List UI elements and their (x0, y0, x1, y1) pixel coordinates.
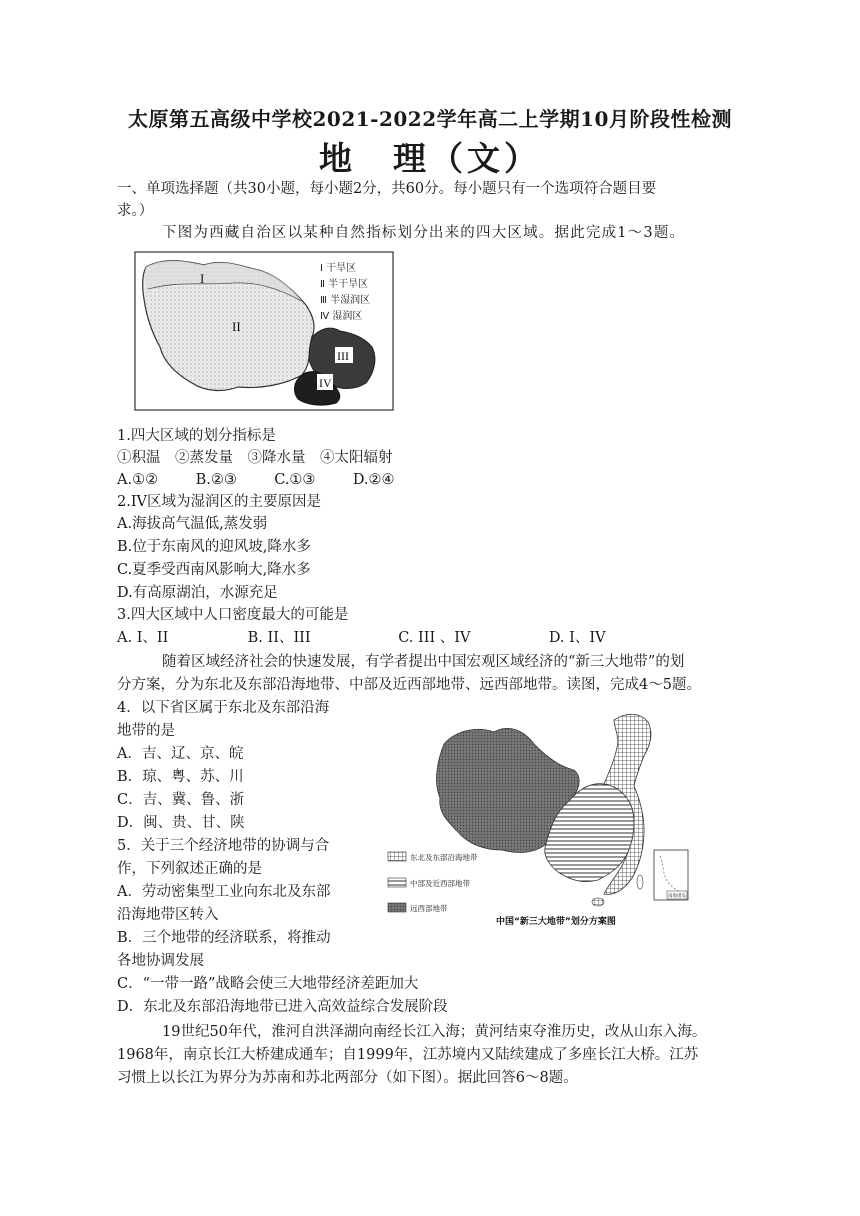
legend-item-3: Ⅲ 半湿润区 (320, 295, 371, 306)
legend-item-1: Ⅰ 干旱区 (320, 263, 357, 274)
q3-option-b[interactable]: B. II、III (247, 630, 311, 646)
legend-label-east: 东北及东部沿海地带 (410, 853, 478, 862)
q3-option-c[interactable]: C. III 、IV (398, 630, 471, 646)
q3-stem: 3.四大区域中人口密度最大的可能是 (117, 607, 349, 623)
q2-option-c[interactable]: C.夏季受西南风影响大,降水多 (117, 562, 311, 578)
taiwan-island (637, 875, 643, 889)
q5-option-d[interactable]: D．东北及东部沿海地带已进入高效益综合发展阶段 (117, 999, 448, 1015)
subject-title: 地 理（文） (319, 139, 541, 178)
map2-caption: 中国“新三大地带”划分方案图 (496, 917, 616, 927)
q1-options (117, 469, 395, 491)
q3-option-d[interactable]: D. I、IV (548, 630, 606, 646)
map2-legend (388, 852, 478, 913)
legend-item-2: Ⅱ 半干旱区 (320, 279, 369, 290)
q5-option-a-line1[interactable]: A．劳动密集型工业向东北及东部 (117, 884, 331, 900)
q2-option-d[interactable]: D.有高原湖泊，水源充足 (117, 585, 278, 601)
intro-q1-3: 下图为西藏自治区以某种自然指标划分出来的四大区域。据此完成1～3题。 (162, 225, 686, 241)
q5-option-b-line2[interactable]: 各地协调发展 (117, 953, 204, 969)
legend-label-far-west: 远西部地带 (410, 904, 448, 913)
intro-q6-8-line1: 19世纪50年代，淮河自洪泽湖向南经长江入海；黄河结束夺淮历史，改从山东入海。 (162, 1024, 707, 1040)
section-heading-line1: 一、单项选择题（共30小题，每小题2分，共60分。每小题只有一个选项符合题目要 (117, 181, 657, 197)
q1-option-a[interactable]: A.①② (117, 472, 159, 488)
label-region-iv: IV (319, 376, 332, 390)
q4-stem-line2: 地带的是 (117, 723, 175, 739)
legend-swatch-far-west (388, 903, 406, 912)
section-heading-line2: 求。） (117, 203, 154, 219)
q2-option-b[interactable]: B.位于东南风的迎风坡,降水多 (117, 539, 311, 555)
q1-stem: 1.四大区域的划分指标是 (117, 428, 276, 444)
q1-option-c[interactable]: C.①③ (274, 472, 316, 488)
q5-stem-line1: 5．关于三个经济地带的协调与合 (117, 838, 330, 854)
label-region-ii: II (232, 319, 241, 334)
q4-option-d[interactable]: D．闽、贵、甘、陕 (117, 815, 245, 831)
q1-option-d[interactable]: D.②④ (352, 472, 395, 488)
hainan-island (592, 898, 604, 906)
legend-swatch-east (388, 852, 406, 861)
q4-stem-line1: 4．以下省区属于东北及东部沿海 (117, 700, 330, 716)
q4-option-a[interactable]: A．吉、辽、京、皖 (117, 746, 244, 762)
q4-option-b[interactable]: B．琼、粤、苏、川 (117, 769, 244, 785)
q5-option-a-line2[interactable]: 沿海地带区转入 (117, 907, 219, 923)
q2-stem: 2.IV区域为湿润区的主要原因是 (117, 494, 322, 510)
q3-options (117, 627, 606, 649)
tibet-region-map (134, 251, 394, 411)
intro-q4-5-line1: 随着区域经济社会的快速发展，有学者提出中国宏观区域经济的“新三大地带”的划 (162, 654, 685, 670)
label-region-iii: III (337, 349, 349, 363)
intro-q6-8-line2: 1968年，南京长江大桥建成通车；自1999年，江苏境内又陆续建成了多座长江大桥。江苏 (117, 1047, 699, 1063)
inset-label: 南海诸岛 (668, 894, 686, 899)
intro-q4-5-line2: 分方案，分为东北及东部沿海地带、中部及近西部地带、远西部地带。读图，完成4～5题。 (117, 677, 701, 693)
legend-label-central: 中部及近西部地带 (410, 879, 470, 888)
q4-option-c[interactable]: C．吉、冀、鲁、浙 (117, 792, 245, 808)
q5-option-c[interactable]: C．“一带一路”战略会使三大地带经济差距加大 (117, 976, 419, 992)
q1-items: ①积温 ②蒸发量 ③降水量 ④太阳辐射 (117, 450, 393, 466)
q1-option-b[interactable]: B.②③ (195, 472, 237, 488)
q2-option-a[interactable]: A.海拔高气温低,蒸发弱 (117, 516, 268, 532)
q5-option-b-line1[interactable]: B．三个地带的经济联系，将推动 (117, 930, 331, 946)
legend-swatch-central (388, 878, 406, 887)
exam-title: 太原第五高级中学校2021-2022学年高二上学期10月阶段性检测 (128, 107, 732, 131)
q3-option-a[interactable]: A. I、II (117, 630, 169, 646)
china-three-zones-map (378, 704, 694, 930)
label-region-i: I (200, 271, 205, 286)
intro-q6-8-line3: 习惯上以长江为界分为苏南和苏北两部分（如下图）。据此回答6～8题。 (117, 1070, 578, 1086)
q5-stem-line2: 作，下列叙述正确的是 (117, 861, 262, 877)
legend-item-4: Ⅳ 湿润区 (320, 311, 363, 322)
